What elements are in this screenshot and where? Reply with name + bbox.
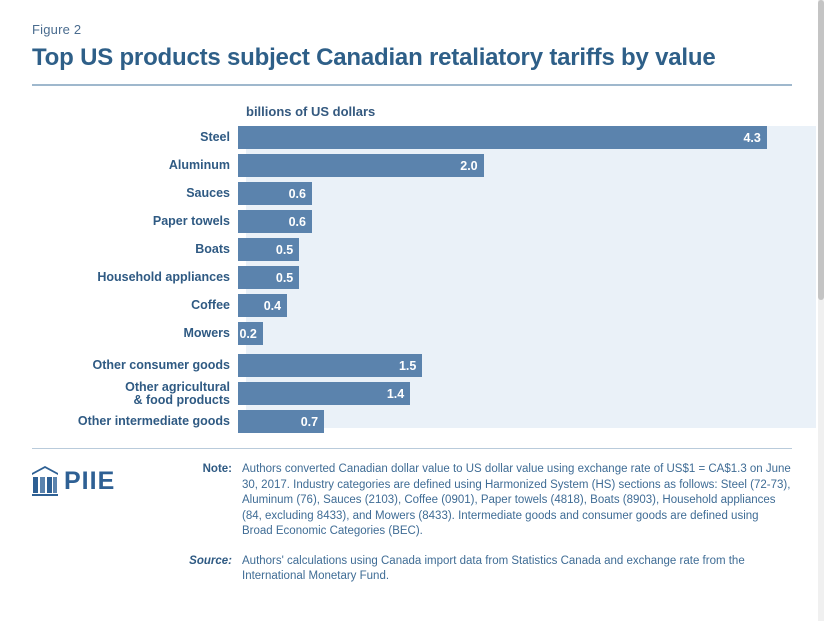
title-divider xyxy=(32,84,792,86)
source-row xyxy=(184,554,792,585)
bar-category-label: Mowers xyxy=(183,326,230,340)
bar-track xyxy=(238,410,816,433)
note-key: Note: xyxy=(202,463,232,475)
bar-value-label: 1.5 xyxy=(398,358,417,373)
bar-track xyxy=(238,354,816,377)
scrollbar-thumb[interactable] xyxy=(818,0,824,300)
bar xyxy=(238,294,287,317)
bar-rows xyxy=(32,126,816,438)
bar-track xyxy=(238,266,816,289)
bar-row xyxy=(32,294,816,317)
bar-value-label: 0.7 xyxy=(300,414,319,429)
page-title: Top US products subject Canadian retaliatory tariffs by value xyxy=(32,44,716,71)
bar-track xyxy=(238,126,816,149)
bar-category-label: Paper towels xyxy=(152,214,230,228)
piie-logo xyxy=(32,466,115,496)
bar-row xyxy=(32,354,816,377)
bar-category-label xyxy=(32,381,238,407)
bar-category-label: Other intermediate goods xyxy=(77,414,230,428)
bar-track xyxy=(238,294,816,317)
bar-value-label: 0.4 xyxy=(263,298,282,313)
bar-row xyxy=(32,238,816,261)
bar-value-label: 2.0 xyxy=(460,158,478,173)
bar-row xyxy=(32,182,816,205)
page-scrollbar[interactable] xyxy=(818,0,824,621)
bar-value-label: 0.2 xyxy=(239,326,257,341)
source-key: Source: xyxy=(189,554,232,567)
footnotes xyxy=(184,462,792,599)
bar-track xyxy=(238,210,816,233)
bar-category-label: Coffee xyxy=(191,298,230,312)
bar-value-label: 0.6 xyxy=(288,214,306,229)
bar-row xyxy=(32,266,816,289)
bar xyxy=(238,126,767,149)
bar-track xyxy=(238,382,816,405)
bar xyxy=(238,354,422,377)
bar-value-label: 4.3 xyxy=(743,130,761,145)
bar-row xyxy=(32,210,816,233)
bar-track xyxy=(238,182,816,205)
bar-row xyxy=(32,126,816,149)
source-text: Authors' calculations using Canada import data from Statistics Canada and exchange rate from the International Monetary Fund. xyxy=(242,554,745,582)
piie-logo-text: PIIE xyxy=(64,466,116,495)
bar xyxy=(238,210,312,233)
bar-track xyxy=(238,322,816,345)
bar-value-label: 0.5 xyxy=(275,242,294,257)
axis-title: billions of US dollars xyxy=(246,104,376,119)
bar-chart xyxy=(32,104,800,434)
bar-category-label: Other consumer goods xyxy=(92,358,230,372)
bar xyxy=(238,410,324,433)
bar-category-label: Household appliances xyxy=(97,270,230,284)
bar-value-label: 1.4 xyxy=(386,386,405,401)
bar-track xyxy=(238,238,816,261)
bar-row xyxy=(32,154,816,177)
bar xyxy=(238,238,299,261)
bar-category-label: Sauces xyxy=(186,186,230,200)
note-row xyxy=(184,462,792,540)
bar xyxy=(238,182,312,205)
bar xyxy=(238,322,263,345)
bar-category-label: Steel xyxy=(200,130,230,144)
bar-value-label: 0.5 xyxy=(275,270,294,285)
bar-category-label-line1: Other agricultural xyxy=(125,379,230,394)
bar-row xyxy=(32,410,816,433)
bar xyxy=(238,382,410,405)
note-text: Authors converted Canadian dollar value to US dollar value using exchange rate of US$1 = CA$1.3 on June 30, 2017. Industry categories are defined using Harmonized System (HS) sections as follows: Steel (72-73), Aluminum (76), Sauces (2103), Coffee (0901), Paper towels (4818), Boats (8903), Household appliances (84, excluding 8433), and Mowers (8433). Intermediate goods and consumer goods are defined using Broad Economic Categories (BEC). xyxy=(242,463,791,537)
bar-value-label: 0.6 xyxy=(288,186,306,201)
bar-category-label: Aluminum xyxy=(168,158,230,172)
figure-label: Figure 2 xyxy=(32,22,82,37)
bar-row xyxy=(32,322,816,345)
bar-category-label-line2: & food products xyxy=(133,392,230,407)
bar xyxy=(238,266,299,289)
bar-category-label: Boats xyxy=(195,242,230,256)
bar xyxy=(238,154,484,177)
footer-divider xyxy=(32,448,792,449)
bar-track xyxy=(238,154,816,177)
bar-row xyxy=(32,379,816,407)
piie-logo-icon xyxy=(32,466,58,496)
